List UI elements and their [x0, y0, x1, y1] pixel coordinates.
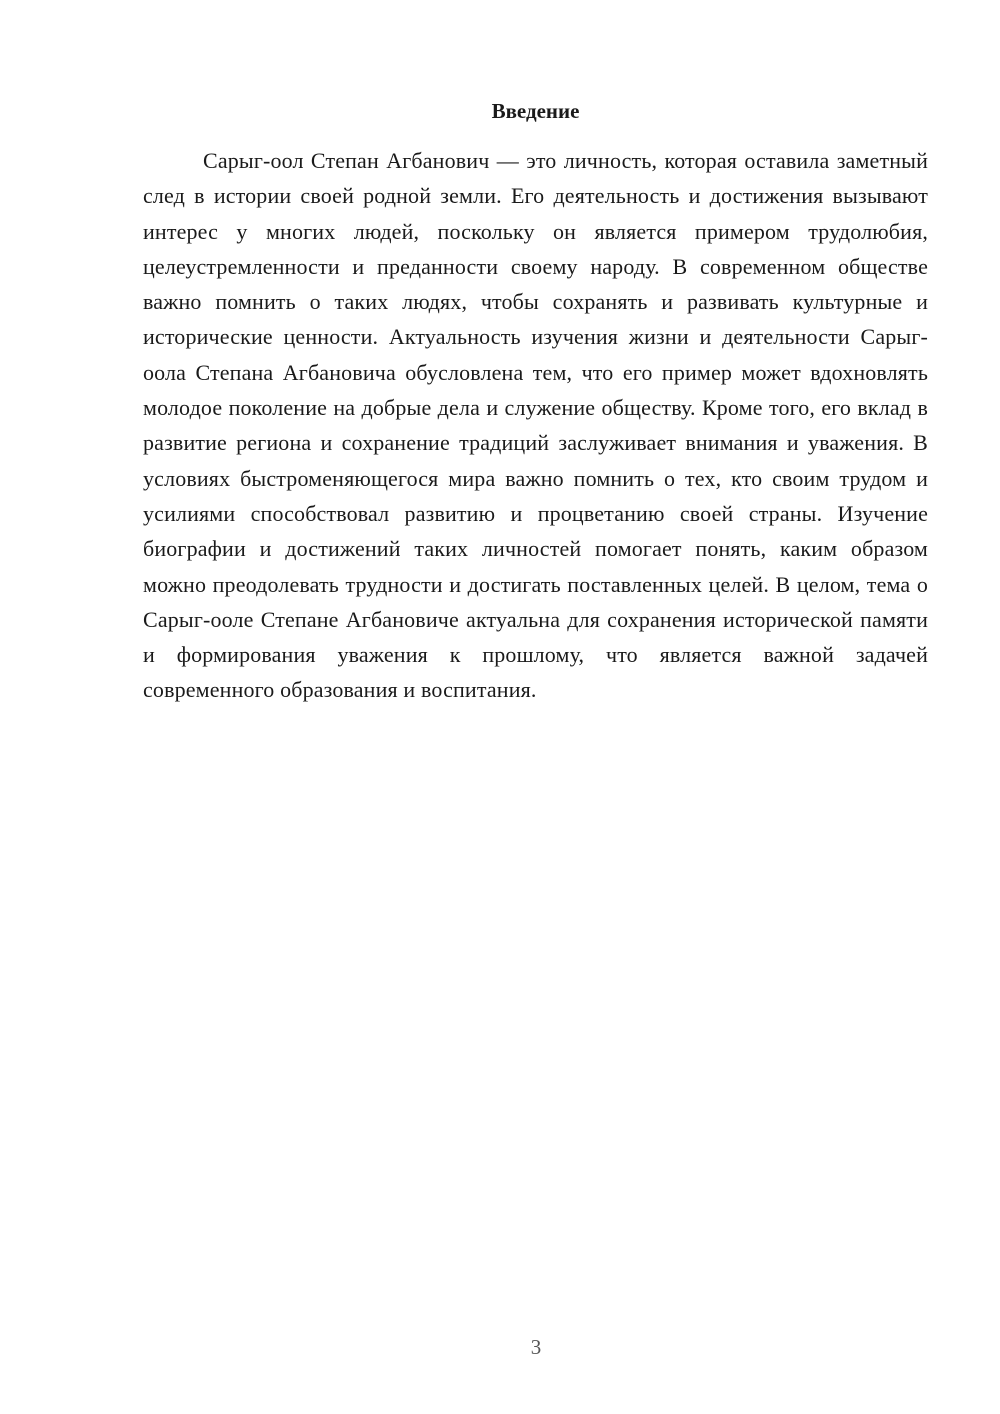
section-heading: Введение — [491, 99, 580, 123]
introduction-paragraph: Сарыг-оол Степан Агбанович — это личность, которая оставила заметный след в истории своей родной земли. Его деятельность и достижения вызывают интерес у многих людей, поскольку он является примером трудолюбия, целеустремленности и преданности своему народу. В современном обществе важно помнить о таких людях, чтобы сохранять и развивать культурные и исторические ценности. Актуальность изучения жизни и деятельности Сарыг-оола Степана Агбановича обусловлена тем, что его пример может вдохновлять молодое поколение на добрые дела и служение обществу. Кроме того, его вклад в развитие региона и сохранение традиций заслуживает внимания и уважения. В условиях быстроменяющегося мира важно помнить о тех, кто своим трудом и усилиями способствовал развитию и процветанию своей страны. Изучение биографии и достижений таких личностей помогает понять, каким образом можно преодолевать трудности и достигать поставленных целей. В целом, тема о Сарыг-ооле Степане Агбановиче актуальна для сохранения исторической памяти и формирования уважения к прошлому, что является важной задачей современного образования и воспитания. — [143, 148, 928, 703]
page-number: 3 — [530, 1335, 542, 1359]
